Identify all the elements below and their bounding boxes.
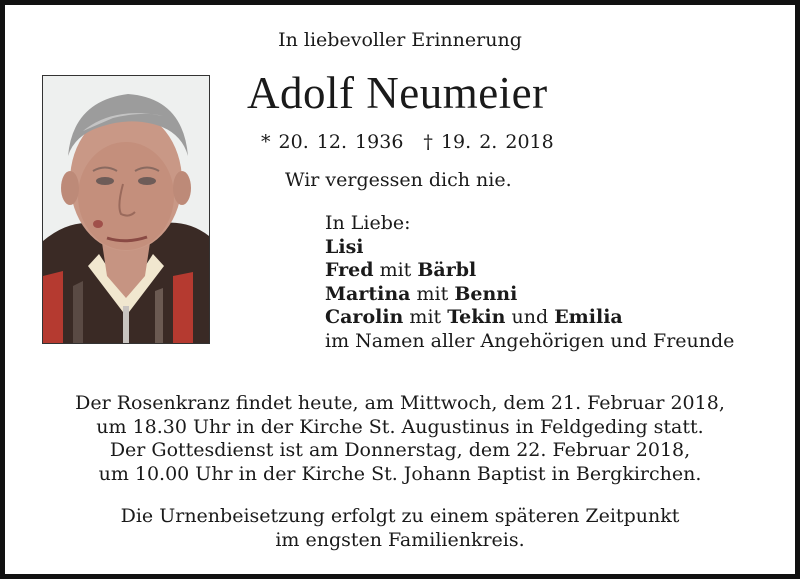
mourner-row bbox=[325, 236, 734, 260]
mourner-row bbox=[325, 306, 734, 330]
portrait-illustration bbox=[43, 76, 209, 343]
mourner-name: Bärbl bbox=[417, 259, 477, 281]
burial-info bbox=[5, 505, 795, 552]
service-info bbox=[5, 392, 795, 486]
mourner-name: Tekin bbox=[447, 306, 506, 328]
mourner-name: Fred bbox=[325, 259, 374, 281]
life-dates bbox=[261, 131, 554, 153]
deceased-name: Adolf Neumeier bbox=[247, 68, 548, 118]
mourners-list bbox=[325, 212, 734, 353]
service-line: Der Rosenkranz findet heute, am Mittwoch, dem 21. Februar 2018, bbox=[75, 392, 725, 414]
mourner-name: Lisi bbox=[325, 235, 364, 258]
mourners-closing: im Namen aller Angehörigen und Freunde bbox=[325, 329, 735, 352]
mourner-row bbox=[325, 283, 734, 307]
mourner-name: Martina bbox=[325, 282, 411, 305]
portrait-photo bbox=[42, 75, 210, 344]
mourner-name: Carolin bbox=[325, 306, 404, 328]
mourner-name: Emilia bbox=[554, 306, 623, 328]
burial-line: im engsten Familienkreis. bbox=[275, 528, 525, 551]
service-line: um 18.30 Uhr in der Kirche St. Augustinus in Feldgeding statt. bbox=[96, 415, 704, 438]
mourner-row bbox=[325, 259, 734, 283]
birth-date: * 20. 12. 1936 bbox=[261, 131, 404, 153]
connector-text: mit bbox=[379, 259, 412, 281]
service-line: um 10.00 Uhr in der Kirche St. Johann Baptist in Bergkirchen. bbox=[98, 462, 702, 485]
connector-text: und bbox=[511, 306, 549, 328]
connector-text: mit bbox=[416, 282, 449, 305]
connector-text: mit bbox=[409, 306, 442, 328]
death-date: † 19. 2. 2018 bbox=[423, 131, 554, 153]
burial-line: Die Urnenbeisetzung erfolgt zu einem späteren Zeitpunkt bbox=[120, 505, 680, 527]
service-line: Der Gottesdienst ist am Donnerstag, dem 22. Februar 2018, bbox=[109, 439, 691, 461]
memorial-header: In liebevoller Erinnerung bbox=[278, 29, 522, 51]
mourner-name: Benni bbox=[454, 282, 518, 305]
mourners-intro: In Liebe: bbox=[325, 212, 411, 234]
motto-text: Wir vergessen dich nie. bbox=[285, 169, 512, 191]
